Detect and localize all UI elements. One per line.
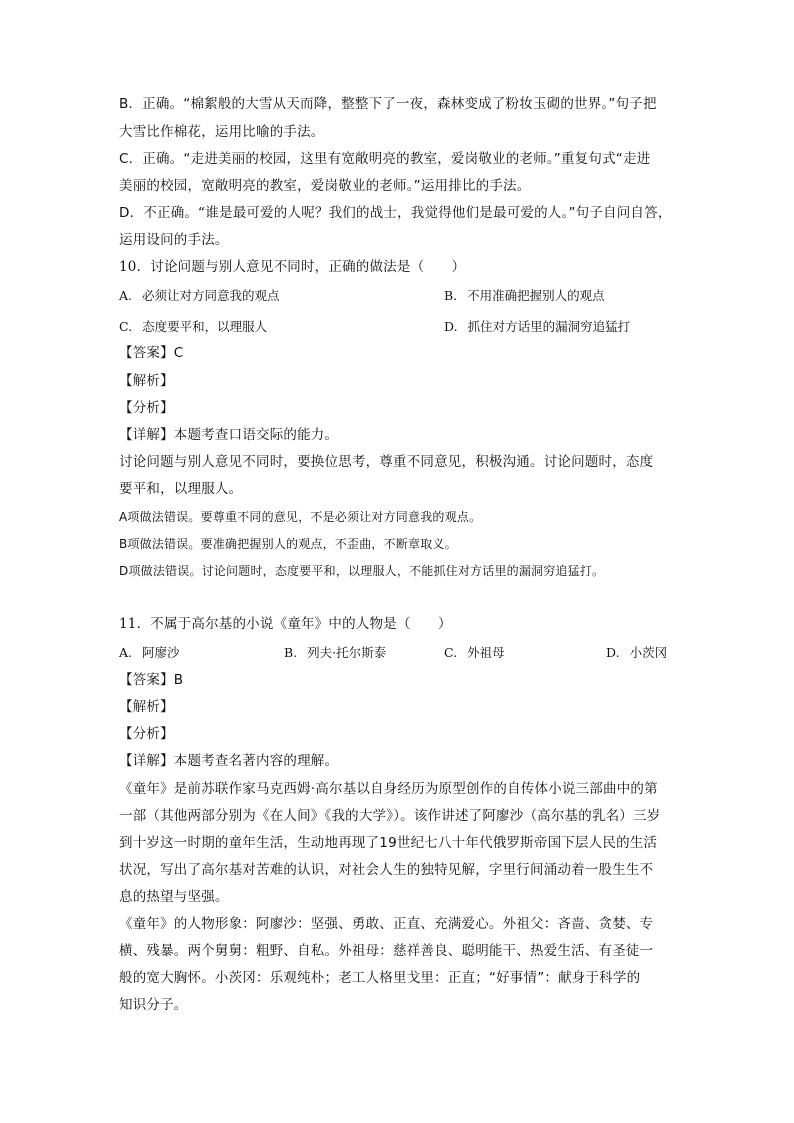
option-key: D. [606,645,620,660]
option-key: A. [119,645,133,660]
option-key: C. [119,319,133,334]
q11-option-b[interactable] [284,643,386,663]
option-text: 不用准确把握别人的观点 [467,288,605,303]
q11-option-d[interactable] [606,643,667,663]
option-text: 外祖母 [467,645,505,660]
q10-option-b[interactable] [444,286,605,306]
option-key: A. [119,288,133,303]
explanation-b-line1: B．正确。“棉絮般的大雪从天而降，整整下了一夜，森林变成了粉妆玉砌的世界。”句子把 [119,96,657,112]
q11-stem: 11．不属于高尔基的小说《童年》中的人物是（ ） [119,616,452,632]
q10-analysis-label: 【解析】 [119,373,174,389]
explanation-c-line2: 美丽的校园，宽敞明亮的教室，爱岗敬业的老师。”运用排比的手法。 [119,178,531,194]
q10-stem: 10．讨论问题与别人意见不同时，正确的做法是（ ） [119,259,466,275]
option-text: 抓住对方话里的漏洞穷追猛打 [467,319,631,334]
option-text: 态度要平和，以理服人 [142,319,268,334]
q11-body-line5: 息的热望与坚强。 [119,889,229,905]
explanation-c-line1: C．正确。“走进美丽的校园，这里有宽敞明亮的教室，爱岗敬业的老师。”重复句式“走进 [119,151,651,167]
option-key: B. [284,645,298,660]
q10-body-line2: 要平和，以理服人。 [119,481,243,497]
option-text: 小茨冈 [629,645,668,660]
option-text: 列夫·托尔斯泰 [307,645,387,660]
explanation-d-line1: D．不正确。“谁是最可爱的人呢？我们的战士，我觉得他们是最可爱的人。”句子自问自答， [119,205,672,221]
q10-body-line4: B项做法错误。要准确把握别人的观点，不歪曲，不断章取义。 [119,537,457,551]
q10-body-line1: 讨论问题与别人意见不同时，要换位思考，尊重不同意见，积极沟通。讨论问题时，态度 [119,454,654,470]
q11-answer: 【答案】B [119,672,184,688]
q11-body-line4: 状况，写出了高尔基对苦难的认识，对社会人生的独特见解，字里行间涌动着一股生生不 [119,862,654,878]
explanation-d-line2: 运用设问的手法。 [119,232,229,248]
q10-detail: 【详解】本题考查口语交际的能力。 [119,427,339,443]
q10-body-line3: A项做法错误。要尊重不同的意见，不是必须让对方同意我的观点。 [119,510,482,524]
q11-option-a[interactable] [119,643,180,663]
q11-analysis-label: 【解析】 [119,699,174,715]
q10-fenxi-label: 【分析】 [119,400,174,416]
explanation-b-line2: 大雪比作棉花，运用比喻的手法。 [119,124,325,140]
q11-body-line6: 《童年》的人物形象：阿廖沙：坚强、勇敢、正直、充满爱心。外祖父：吝啬、贪婪、专 [119,916,654,932]
option-key: D. [444,319,458,334]
q10-option-a[interactable] [119,286,280,306]
q11-body-line7: 横、残暴。两个舅舅：粗野、自私。外祖母：慈祥善良、聪明能干、热爱生活、有圣徒一 [119,943,654,959]
q11-body-line2: 一部（其他两部分别为《在人间》《我的大学》）。该作讲述了阿廖沙（高尔基的乳名）三岁 [119,808,661,824]
q10-answer: 【答案】C [119,345,184,361]
option-key: C. [444,645,458,660]
q11-body-line8: 般的宽大胸怀。小茨冈：乐观纯朴；老工人格里戈里：正直；“好事情”：献身于科学的 [119,970,641,986]
q10-option-d[interactable] [444,317,630,337]
q11-body-line9: 知识分子。 [119,997,188,1013]
q11-body-line3: 到十岁这一时期的童年生活，生动地再现了19世纪七八十年代俄罗斯帝国下层人民的生活 [119,835,658,851]
option-key: B. [444,288,458,303]
q11-option-c[interactable] [444,643,505,663]
q10-body-line5: D项做法错误。讨论问题时，态度要平和，以理服人，不能抓住对方话里的漏洞穷追猛打。 [119,564,605,578]
q10-option-c[interactable] [119,317,267,337]
option-text: 必须让对方同意我的观点 [142,288,280,303]
q11-body-line1: 《童年》是前苏联作家马克西姆·高尔基以自身经历为原型创作的自传体小说三部曲中的第 [119,781,658,797]
option-text: 阿廖沙 [142,645,180,660]
q11-fenxi-label: 【分析】 [119,726,174,742]
q11-detail: 【详解】本题考查名著内容的理解。 [119,753,339,769]
